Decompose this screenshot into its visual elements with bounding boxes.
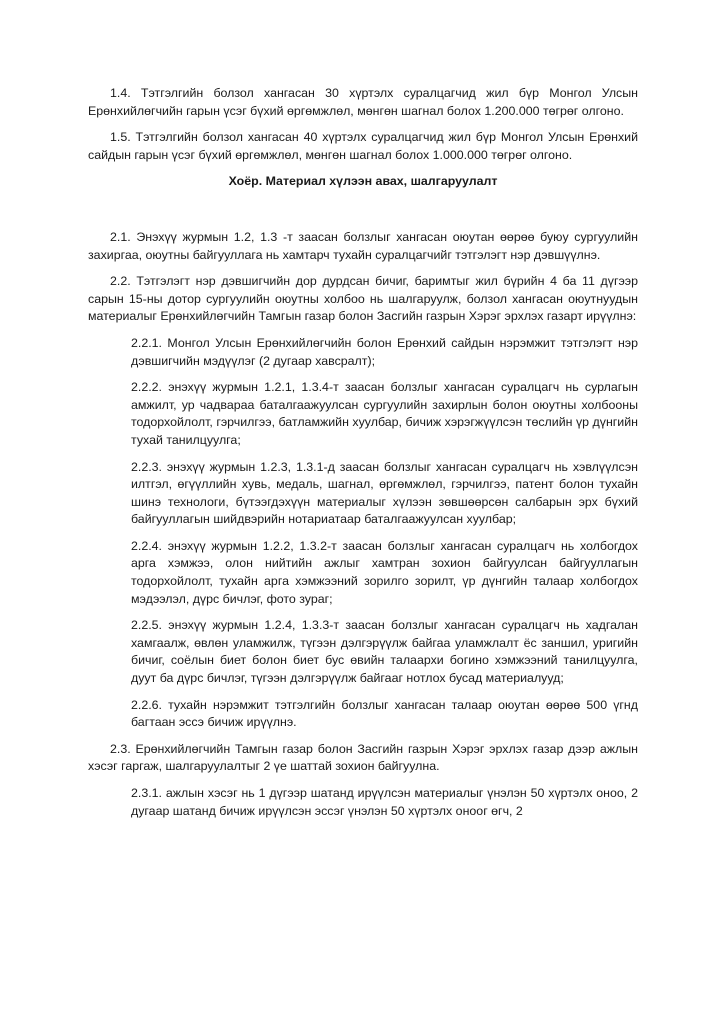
paragraph-2-2-3: 2.2.3. энэхүү журмын 1.2.3, 1.3.1-д заасан болзлыг хангасан суралцагч нь хэвлүүлсэн илтгэл, өгүүллийн хувь, медаль, шагнал, өргөмжлөл, гэрчилгээ, патент болон тухайн шинэ технологи, бүтээгдэхүүн материалыг хүлээн зөвшөөрсөн салбарын эрх бүхий байгууллагын шийдвэрийн нотариатаар баталгаажуулсан хуулбар; — [131, 459, 638, 527]
paragraph-2-2-5: 2.2.5. энэхүү журмын 1.2.4, 1.3.3-т заасан болзлыг хангасан суралцагч нь хадгалан хамгаалж, өвлөн уламжилж, түгээн дэлгэрүүлж байгаа уламжлалт ёс заншил, уригийн бичиг, соёлын биет болон биет бус өвийн талаархи богино хэмжээний танилцуулга, дуут ба дүрс бичлэг, түгээн дэлгэрүүлж байгааг нотлох бусад материалууд; — [131, 618, 638, 686]
section-heading-2: Хоёр. Материал хүлээн авах, шалгаруулалт — [228, 174, 498, 189]
paragraph-2-1: 2.1. Энэхүү журмын 1.2, 1.3 -т заасан болзлыг хангасан оюутан өөрөө буюу сургуулийн захиргаа, оюутны байгууллага нь хамтарч тухайн суралцагчийг тэтгэлэгт нэр дэвшүүлнэ. — [88, 229, 638, 262]
paragraph-1-4: 1.4. Тэтгэлгийн болзол хангасан 30 хүртэлх суралцагчид жил бүр Монгол Улсын Ерөнхийлөгчийн гарын үсэг бүхий өргөмжлөл, мөнгөн шагнал болох 1.200.000 төгрөг олгоно. — [88, 86, 638, 118]
paragraph-2-2-4: 2.2.4. энэхүү журмын 1.2.2, 1.3.2-т заасан болзлыг хангасан суралцагч нь холбогдох арга хэмжээ, олон нийтийн ажлыг хамтран зохион байгуулсан байгууллагын тодорхойлолт, тухайн арга хэмжээний зорилго зорилт, үр дүнгийн талаар холбогдох мэдээлэл, дүрс бичлэг, фото зураг; — [131, 538, 638, 606]
paragraph-2-2-6: 2.2.6. тухайн нэрэмжит тэтгэлгийн болзлыг хангасан талаар оюутан өөрөө 500 үгнд багтаан эссэ бичиж ирүүлнэ. — [131, 697, 638, 730]
paragraph-2-2-1: 2.2.1. Монгол Улсын Ерөнхийлөгчийн болон Ерөнхий сайдын нэрэмжит тэтгэлэгт нэр дэвшигчийн мэдүүлэг (2 дугаар хавсралт); — [131, 335, 638, 368]
paragraph-1-5: 1.5. Тэтгэлгийн болзол хангасан 40 хүртэлх суралцагчид жил бүр Монгол Улсын Ерөнхий сайдын гарын үсэг бүхий өргөмжлөл, мөнгөн шагнал болох 1.000.000 төгрөг олгоно. — [88, 130, 638, 162]
paragraph-2-2: 2.2. Тэтгэлэгт нэр дэвшигчийн дор дурдсан бичиг, баримтыг жил бүрийн 4 ба 11 дүгээр сарын 15-ны дотор сургуулийн оюутны холбоо нь шалгаруулж, болзол хангасан оюутнуудын материалыг Ерөнхийлөгчийн Тамгын газар болон Засгийн газрын Хэрэг эрхлэх газарт ирүүлнэ: — [88, 274, 638, 324]
paragraph-2-3: 2.3. Ерөнхийлөгчийн Тамгын газар болон Засгийн газрын Хэрэг эрхлэх газар дээр ажлын хэсэг гаргаж, шалгаруулалтыг 2 үе шаттай зохион байгуулна. — [88, 741, 638, 774]
document-page — [88, 85, 638, 829]
paragraph-2-3-1: 2.3.1. ажлын хэсэг нь 1 дүгээр шатанд ирүүлсэн материалыг үнэлэн 50 хүртэлх оноо, 2 дугаар шатанд бичиж ирүүлсэн эссэг үнэлэн 50 хүртэлх оноог өгч, 2 — [131, 786, 638, 818]
paragraph-2-2-2: 2.2.2. энэхүү журмын 1.2.1, 1.3.4-т заасан болзлыг хангасан суралцагч нь сурлагын амжилт, ур чадвараа баталгаажуулсан сургуулийн захирлын болон оюутны холбооны тодорхойлолт, гэрчилгээ, батламжийн хуулбар, бичиж хэрэгжүүлсэн төслийн үр дүнгийн тухай танилцуулга; — [131, 380, 638, 447]
